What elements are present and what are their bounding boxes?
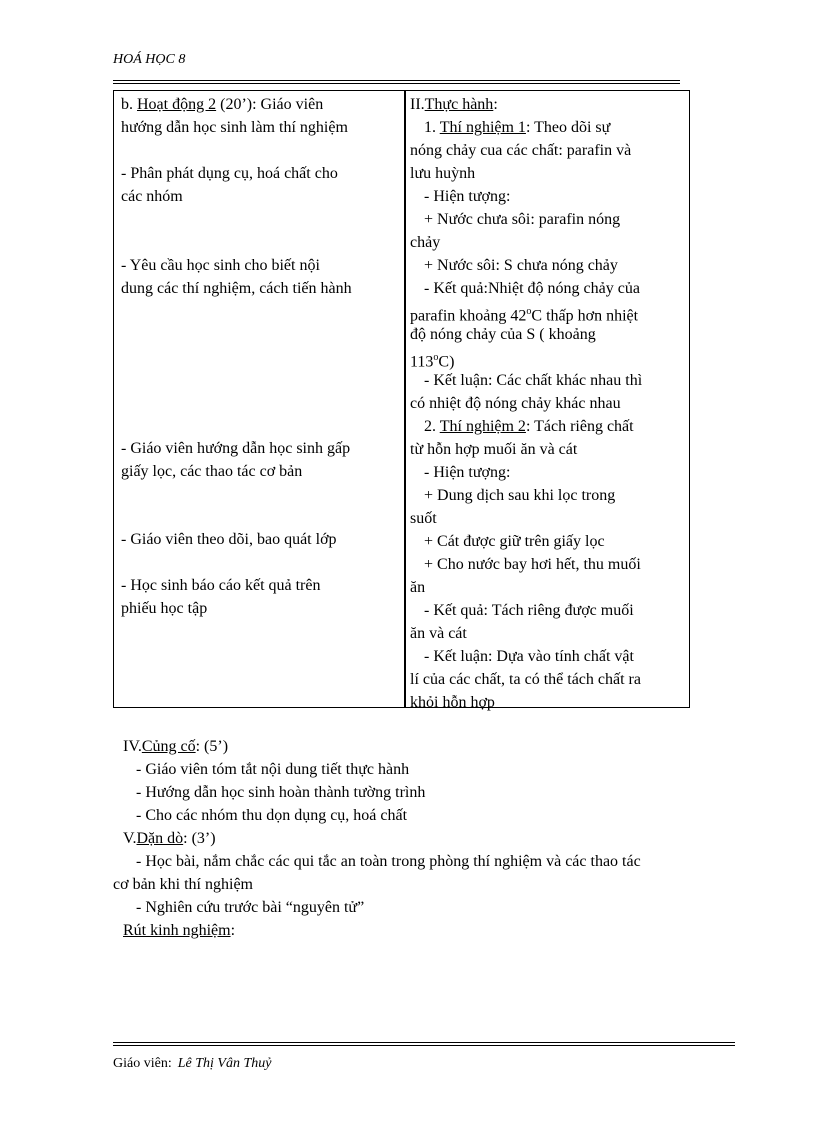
text-line: chảy (410, 234, 441, 251)
text-line: khỏi hỗn hợp (410, 694, 495, 711)
text-line: + Cho nước bay hơi hết, thu muối (424, 556, 641, 573)
text-line: parafin khoảng 42$^o$C thấp hơn nhiệt (410, 306, 639, 325)
homework-item: - Nghiên cứu trước bài “nguyên tử” (136, 899, 365, 916)
text-line: + Nước sôi: S chưa nóng chảy (424, 257, 618, 274)
text-line: - Kết quả: Tách riêng được muối (424, 602, 634, 619)
footer-divider (113, 1042, 735, 1043)
page-header: HOÁ HỌC 8 (113, 52, 186, 67)
experiment-2-heading: 2. Thí nghiệm 2: Tách riêng chất (424, 418, 634, 435)
left-item: - Yêu cầu học sinh cho biết nội (121, 257, 320, 274)
text-line: độ nóng chảy của S ( khoảng (410, 326, 596, 343)
practice-column (406, 91, 689, 711)
footer-label: Giáo viên: (113, 1056, 172, 1071)
experiment-1-heading: 1. Thí nghiệm 1: Theo dõi sự (424, 119, 611, 136)
text-line: - Kết quả:Nhiệt độ nóng chảy của (424, 280, 640, 297)
text-line: + Nước chưa sôi: parafin nóng (424, 211, 621, 228)
lesson-table (113, 90, 690, 711)
consolidation-item: - Hướng dẫn học sinh hoàn thành tường trình (136, 784, 426, 801)
homework-heading: V.Dặn dò: (3’) (123, 830, 216, 847)
footer (113, 1056, 271, 1072)
homework-item-cont: cơ bản khi thí nghiệm (113, 876, 253, 893)
header-divider (113, 80, 680, 81)
activity-heading: b. Hoạt động 2 (20’): Giáo viên (121, 96, 324, 113)
homework-item: - Học bài, nắm chắc các qui tắc an toàn trong phòng thí nghiệm và các thao tác (136, 853, 641, 870)
text-line: từ hỗn hợp muối ăn và cát (410, 441, 578, 458)
consolidation-item: - Cho các nhóm thu dọn dụng cụ, hoá chất (136, 807, 408, 824)
text-line: lưu huỳnh (410, 165, 476, 182)
teacher-activity-column (114, 91, 406, 707)
text-line: suốt (410, 510, 437, 527)
left-item: - Phân phát dụng cụ, hoá chất cho (121, 165, 338, 182)
text-line: - Kết luận: Các chất khác nhau thì (424, 372, 643, 389)
activity-label: Hoạt động 2 (137, 96, 217, 113)
left-item-cont: giấy lọc, các thao tác cơ bản (121, 463, 303, 480)
left-item: - Giáo viên theo dõi, bao quát lớp (121, 531, 337, 548)
text-line: nóng chảy cua các chất: parafin và (410, 142, 632, 159)
left-item: - Học sinh báo cáo kết quả trên (121, 577, 321, 594)
text-line: - Hiện tượng: (424, 188, 511, 205)
text-line: ăn (410, 579, 426, 596)
consolidation-item: - Giáo viên tóm tắt nội dung tiết thực hành (136, 761, 410, 778)
left-item: - Giáo viên hướng dẫn học sinh gấp (121, 440, 351, 457)
text-line: - Hiện tượng: (424, 464, 511, 481)
text-line: + Cát được giữ trên giấy lọc (424, 533, 605, 550)
experience-heading: Rút kinh nghiệm: (123, 922, 236, 939)
text-line: ăn và cát (410, 625, 467, 642)
text-line: lí của các chất, ta có thể tách chất ra (410, 671, 641, 688)
text-line: - Kết luận: Dựa vào tính chất vật (424, 648, 634, 665)
section-heading: II.Thực hành: (410, 96, 498, 113)
text-line: + Dung dịch sau khi lọc trong (424, 487, 616, 504)
left-item-cont: các nhóm (121, 188, 183, 205)
left-item-cont: dung các thí nghiệm, cách tiến hành (121, 280, 352, 297)
left-item-cont: phiếu học tập (121, 600, 208, 617)
text-line: có nhiệt độ nóng chảy khác nhau (410, 395, 621, 412)
teacher-name: Lê Thị Vân Thuỷ (177, 1056, 272, 1071)
text-line: 113$^o$C) (410, 352, 455, 371)
consolidation-heading: IV.Củng cố: (5’) (123, 738, 229, 755)
activity-heading-cont: hướng dẫn học sinh làm thí nghiệm (121, 119, 348, 136)
